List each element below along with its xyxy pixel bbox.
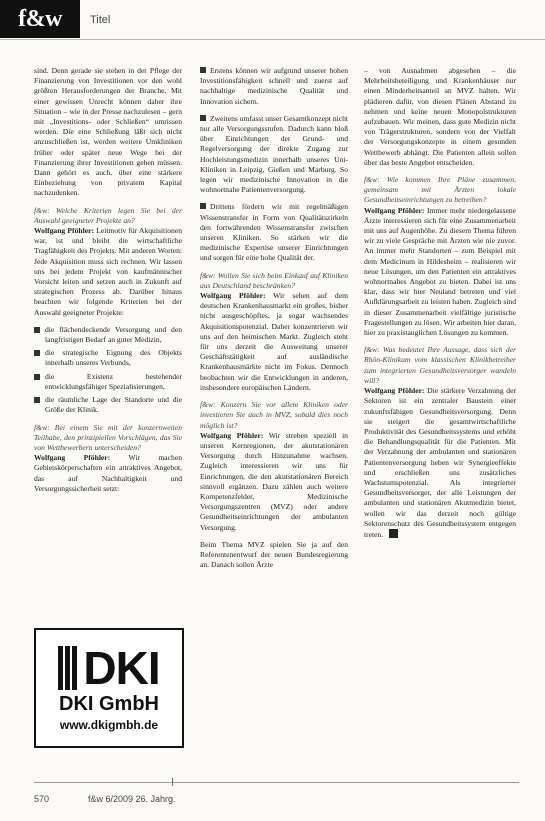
interview-question: f&w: Was bedeutet Ihre Aussage, dass sich der Rhön-Klinikum vom klassischen Klinikbetreiber zum integrierten Gesundheitsversorger wandeln will? <box>364 345 516 385</box>
footer-tick <box>172 778 173 786</box>
ad-company-name: DKI GmbH <box>59 692 159 715</box>
speaker-name: Wolfgang Pföhler: <box>200 430 264 440</box>
bullet-paragraph: Zweitens umfasst unser Gesamtkonzept nicht nur alle Versorgungsstufen. Dadurch kann bloß über Einrichtungen der Grund- und Regelversorgung der direkte Zugang zur Hochleistungsmedizin innerhalb unseres Uni-Kliniken in Leipzig, Gießen und Marburg. So legen wir medizinische Innovation in die wohnortnahe Patientenversorgung. <box>200 113 348 195</box>
journal-issue: f&w 6/2009 26. Jahrg. <box>88 794 176 804</box>
ad-logo-word: DKI <box>83 641 160 694</box>
interview-question: f&w: Wollen Sie sich beim Einkauf auf Kliniken aus Deutschland beschränken? <box>200 270 348 290</box>
criteria-list <box>34 325 182 416</box>
ad-url-link[interactable]: www.dkigmbh.de <box>59 717 159 732</box>
interview-block <box>364 175 516 338</box>
list-item: die flächendeckende Versorgung und den langfristigen Bedarf an guter Medizin, <box>34 325 182 345</box>
square-bullet-icon <box>200 67 206 73</box>
interview-answer: Leitmotiv für Akquisitionen war, ist und bleibt die wirtschaftliche Tragfähigkeit des Projekts. Mit anderen Worten: Jede Akquisition muss sich rechnen. Wir lassen uns bei jedem Projekt von kaufmännischer Vorsicht leiten und setzen auch in Zukunft auf strategischen Prozess ab. Darüber hinaus beachten wir folgende Kriterien bei der Auswahl geeigneter Projekte: <box>34 226 182 317</box>
speaker-name: Wolfgang Pföhler: <box>34 453 111 463</box>
text-column-1 <box>34 66 182 501</box>
list-item: die strategische Eignung des Objekts innerhalb unseres Verbunds, <box>34 348 182 368</box>
interview-answer: Immer mehr niedergelassene Ärzte interessieren sich für eine Zusammenarbeit mit uns auf Augenhöhe. Zu diesem Thema führen wir zu viele Gespräche mit Ärzten wie nie zuvor. An immer mehr Standorten – zum Beispiel mit dem Medicinum in Hildesheim – realisieren wir neue Lösungen, um den Patienten ein attraktives wohnortnahes Angebot zu bieten. Dabei ist uns klar, dass wir hier Neuland betreten und viel Aufklärungsarbeit zu leisten haben. Zugleich sind in dieser Zusammenarbeit vielfältige juristische Fragestellungen zu lösen. Wir arbeiten hier daran, hier zu praxistauglichen Lösungen zu kommen. <box>364 205 516 338</box>
interview-answer: Die stärkere Verzahnung der Sektoren ist ein zentraler Baustein einer zukunftsfähigen Gesundheitsversorgung. Denn sie steigert die gesamtwirtschaftliche Produktivität des Gesundheitssystems und erhöht die Behandlungsqualität für die Patienten. Mit der Verzahnung der ambulanten und stationären Patientenversorgung heben wir Synergieeffekte und erschließen uns zusätzliches Wachstumspotenzial. Als integrierter Gesundheitsversorger, der alle Leistungen der ambulanten und stationären Akutmedizin bietet, wollen wir das derzeit noch gültige Sektorenschutz des Gesundheitssystem entgegen treten. <box>364 386 516 539</box>
section-title: Titel <box>90 14 111 26</box>
paragraph: sind. Denn gerade sie stehen in der Pflege der Finanzierung von Investitionen vor den wohl größten Herausforderungen der Branche. Mit einer gewissen Unrecht können daher ihre Situation – wie in der Presse nachzulesen – gern mit „Investitions- oder Schließen“ umrissen werden. Die eine Schließung läßt sich nicht anzuschließen ist, werden weitere Umkliniken früher oder später neue Wege bei der Finanzierung ihrer Investitionen gehen müssen. Dann gehört es auch, über eine stärkere Einbeziehung von privatem Kapital nachzudenken. <box>34 66 182 198</box>
interview-answer: Wir machen Gebietskörperschaften ein attraktives Angebot, das auf Nachhaltigkeit und Versorgungssicherheit setzt: <box>34 453 182 493</box>
interview-question: f&w: Bei einem Sie mit der konzernweiten Teilhabe, den prinzipiellen Vorschlägen, das Sie von Wettbewerbern unterscheiden? <box>34 422 182 452</box>
speaker-name: Wolfgang Pföhler: <box>364 386 425 396</box>
square-bullet-icon <box>200 203 206 209</box>
text-column-2 <box>200 66 348 577</box>
list-item: die räumliche Lage der Standorte und die Größe der Klinik. <box>34 395 182 415</box>
square-bullet-icon <box>200 115 206 121</box>
list-item: die Existenz bestehender entwicklungsfähiger Spezialisierungen, <box>34 372 182 392</box>
header-rule <box>0 39 545 40</box>
interview-block <box>364 345 516 540</box>
interview-block <box>200 400 348 533</box>
speaker-name: Wolfgang Pföhler: <box>364 205 425 215</box>
paragraph: Beim Thema MVZ spielen Sie ja auf den Referentenentwurf der neuen Bundesregierung an. Danach sollen Ärzte <box>200 539 348 570</box>
bullet-paragraph: Erstens können wir aufgrund unserer hohen Investitionsfähigkeit schnell und zuerst auf nachhaltige medizinische Qualität und Innovation sichern. <box>200 66 348 106</box>
interview-answer: Wir sehen auf dem deutschen Krankenhausmarkt ein großes, bisher nicht ausgeschöpftes, ja sogar wachsendes Akquisitionspotenzial. Daher konzentrieren wir uns auf den heimischen Markt. Zugleich steht für uns derzeit die Ausweitung unserer Geschäftstätigkeit auf ausländische Krankenhausmärkte nicht im Fokus. Dennoch beobachten wir die Entwicklungen in anderen, insbesondere europäischen Ländern. <box>200 291 348 392</box>
text-column-3 <box>364 66 516 547</box>
journal-logo: f&w <box>0 0 80 38</box>
interview-question: f&w: Wie kommen Ihre Pläne zusammen, gemeinsam mit Ärzten lokale Gesundheitseinrichtungen zu betreiben? <box>364 175 516 205</box>
speaker-name: Wolfgang Pföhler: <box>34 226 94 236</box>
end-of-article-icon <box>389 529 398 538</box>
interview-question: f&w: Konzern Sie vor allem Kliniken oder investieren Sie auch in MVZ, sobald dies noch möglich ist? <box>200 400 348 430</box>
interview-block <box>200 271 348 393</box>
page-number: 570 <box>34 794 50 804</box>
footer-rule <box>34 782 519 783</box>
bars-icon <box>58 646 79 690</box>
bullet-paragraph: Drittens fördern wir mit regelmäßigen Wissenstransfer in Form von Qualitätszirkeln den fortwährenden Wissenstransfer zwischen unseren Kliniken. So stärken wir die medizinische Expertise unserer Einrichtungen und sorgen für eine hohe Qualität der. <box>200 202 348 263</box>
paragraph: – von Ausnahmen abgesehen – die Mehrheitsbeteiligung und Krankenhäuser nur einen Minderheitsanteil an MVZ halten. Wir plädieren dafür, von diesen Plänen Abstand zu nehmen und keine neuen Monopolstrukturen aufzubauen. Wir meinen, dass gute Medizin nicht von Trägerstrukturen, sondern von der Vielfalt der Versorgungskonzepte in einem gesunden Wettbewerb abhängt. Die Patienten allein sollen über das beste Angebot entscheiden. <box>364 66 516 167</box>
interview-answer: Wir streben speziell in unseren Kernregionen, der akutstationären Versorgung durch Hinzunahme wachsen. Zugleich interessieren wir uns für Einrichtungen, die den akutstationären Bereich sinnvoll ergänzen. Dazu zählen auch weitere Kompetenzfelder, Medizinische Versorgungszentren (MVZ) oder andere Gesundheitseinrichtungen der ambulanten Versorgung. <box>200 430 348 532</box>
dki-advertisement[interactable] <box>34 628 184 748</box>
interview-block <box>34 206 182 318</box>
interview-question: f&w: Welche Kriterien legen Sie bei der Auswahl geeigneter Projekte an? <box>34 205 182 225</box>
interview-block <box>34 423 182 494</box>
speaker-name: Wolfgang Pföhler: <box>200 291 266 301</box>
dki-logo <box>58 641 160 694</box>
